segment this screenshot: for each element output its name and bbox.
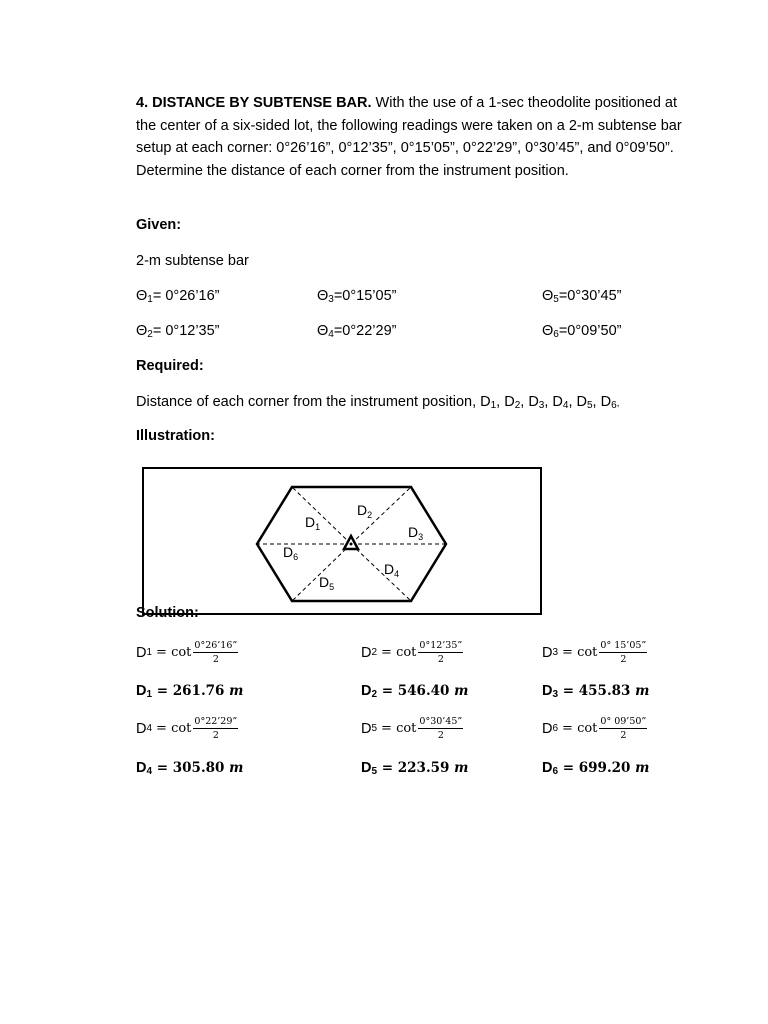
problem-text: With the use of a 1-sec theodolite positioned at the center of a six-sided lot, the following readings were taken on a 2-m subtense bar setup at each corner: 0°26’16”, 0°12’35”, 0°15’05”, 0°22’29”, 0°30’45”, and 0°09’50”. Determine the distance of each corner from the instrument position.: [136, 95, 682, 179]
label-d6: $D_6$: [283, 544, 299, 562]
required-text: Distance of each corner from the instrument position, $D_1$, $D_2$, $D_3$, $D_4$, $D_5$, $D_6$,: [136, 394, 620, 411]
problem-statement: [136, 92, 696, 182]
illustration-heading: Illustration:: [136, 428, 215, 444]
equation-d2: D 2 = cot $\frac{0^\circ 12’35”}{2}$: [361, 640, 463, 665]
label-d1: $D_1$: [305, 514, 321, 532]
problem-title: 4. DISTANCE BY SUBTENSE BAR.: [136, 95, 372, 111]
theta-2: $\Theta_2=$ 0°12’35”: [136, 323, 220, 340]
solution-heading: Solution:: [136, 605, 199, 621]
theta-5: $\Theta_5=0^\circ 30’45$”: [542, 288, 622, 305]
theta-6: $\Theta_6=0^\circ 09’50$”: [542, 323, 622, 340]
label-d5: $D_5$: [319, 574, 335, 592]
required-heading: Required:: [136, 358, 204, 374]
result-d3: $D_3 = 455.83$ m: [542, 683, 650, 700]
equation-d6: D 6 = cot $\frac{0^\circ 09’50”}{2}$: [542, 716, 647, 741]
equation-d3: D 3 = cot $\frac{0^\circ 15’05”}{2}$: [542, 640, 647, 665]
result-d5: $D_5 = 223.59$ m: [361, 760, 469, 777]
label-d2: $D_2$: [357, 502, 373, 520]
result-d4: $D_4 = 305.80$ m: [136, 760, 244, 777]
hexagon-illustration: [142, 467, 544, 617]
illustration-frame: [143, 468, 541, 614]
label-d3: $D_3$: [408, 524, 424, 542]
theta-3: $\Theta_3=0^\circ 15’05$”: [317, 288, 397, 305]
line-d4: [351, 544, 411, 601]
equation-d5: D 5 = cot $\frac{0^\circ 30’45”}{2}$: [361, 716, 463, 741]
equation-d1: D 1 = cot $\frac{0^\circ 26’16”}{2}$: [136, 640, 238, 665]
given-heading: Given:: [136, 217, 182, 233]
theta-4: $\Theta_4=0^\circ 22’29$”: [317, 323, 397, 340]
result-d2: $D_2 = 546.40$ m: [361, 683, 469, 700]
subtense-bar-text: 2-m subtense bar: [136, 253, 249, 269]
label-d4: $D_4$: [384, 561, 400, 579]
theta-1: $\Theta_1=$ 0°26’16”: [136, 288, 220, 305]
result-d6: $D_6 = 699.20$ m: [542, 760, 650, 777]
equation-d4: D 4 = cot $\frac{0^\circ 22’29”}{2}$: [136, 716, 238, 741]
instrument-center: [350, 543, 353, 546]
result-d1: $D_1 = 261.76$ m: [136, 683, 244, 700]
line-d1: [292, 487, 351, 544]
line-d5: [292, 544, 351, 601]
